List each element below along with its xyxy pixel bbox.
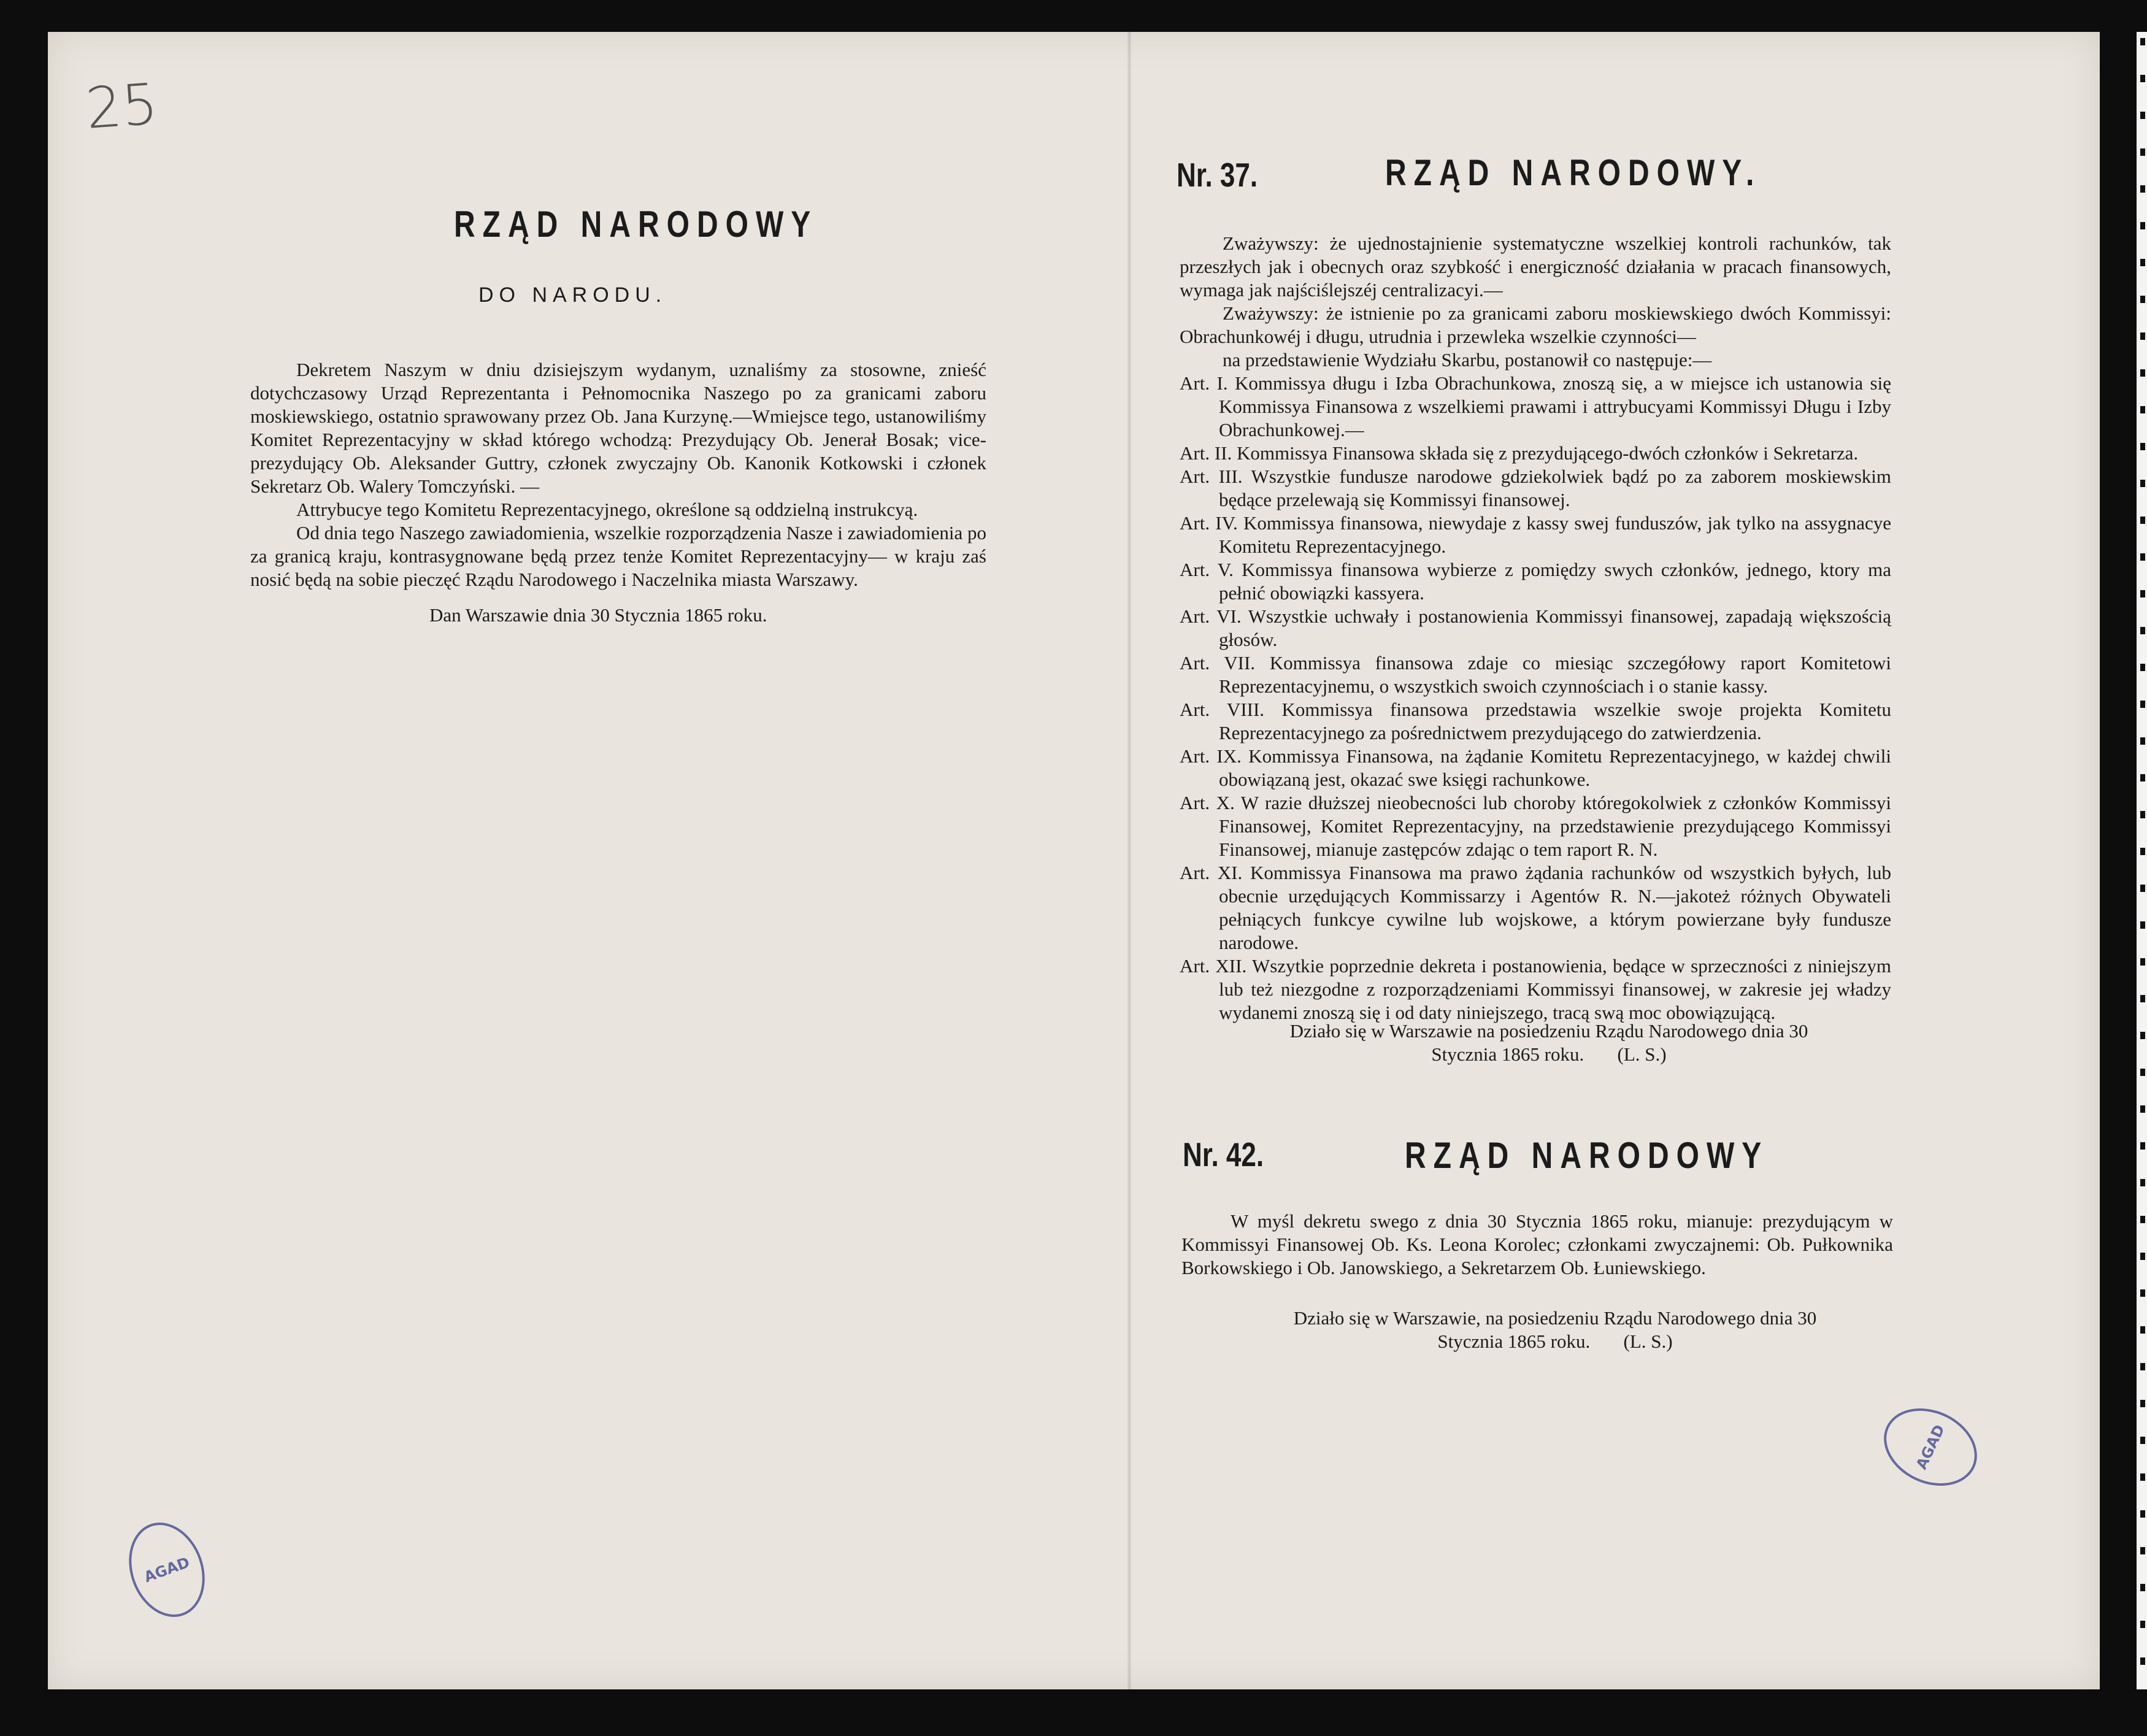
nr37-preamble: Zważywszy: że ujednostajnienie systematyczne wszelkiej kontroli rachunków, tak przeszłych jak i obecnych oraz szybkość i energiczność działania w pracach finansowych, wymaga jak najściślejszéj centralizacyi.— xyxy=(1180,232,1891,301)
nr42-title: RZĄD NARODOWY xyxy=(1405,1135,1769,1177)
ruler-tick xyxy=(2140,222,2145,229)
nr37-article: Art. X. W razie dłuższej nieobecności lub choroby któregokolwiek z członków Kommissyi Finansowej, Komitet Reprezentacyjny, na przedstawienie prezydującego Kommissyi Finansowej, mianuje zastępców zdając o tem raport R. N. xyxy=(1180,792,1891,860)
ruler-tick xyxy=(2140,332,2145,340)
nr37-article: Art. XI. Kommissya Finansowa ma prawo żądania rachunków od wszystkich byłych, lub obecnie urzędujących Kommissarzy i Agentów R. N.—jakoteż różnych Obywateli pełniących funkcye cywilne lub wojskowe, a którym powierzane były fundusze narodowe. xyxy=(1180,862,1891,953)
nr37-signature-line: Stycznia 1865 roku. (L. S.) xyxy=(1431,1043,1667,1065)
left-title: RZĄD NARODOWY xyxy=(454,204,818,245)
ruler-tick xyxy=(2140,406,2145,413)
ruler-tick xyxy=(2140,737,2145,745)
nr37-signature-line: Działo się w Warszawie na posiedzeniu Rządu Narodowego dnia 30 xyxy=(1289,1020,1808,1042)
nr37-article: Art. IX. Kommissya Finansowa, na żądanie Komitetu Reprezentacyjnego, w każdej chwili obowiązaną jest, okazać swe księgi rachunkowe. xyxy=(1180,745,1891,790)
ruler-tick xyxy=(2140,1437,2145,1444)
ruler-tick xyxy=(2140,443,2145,450)
nr37-article: Art. III. Wszystkie fundusze narodowe gdziekolwiek bądź po za zaborem moskiewskim będące przelewają się Kommissyi finansowej. xyxy=(1180,466,1891,510)
ruler-tick xyxy=(2140,885,2145,892)
ruler-tick xyxy=(2140,1657,2145,1665)
nr42-signature-line: Działo się w Warszawie, na posiedzeniu Rządu Narodowego dnia 30 xyxy=(1293,1307,1817,1329)
ruler-tick xyxy=(2140,38,2145,45)
ruler-tick xyxy=(2140,1326,2145,1334)
nr37-title: RZĄD NARODOWY. xyxy=(1385,153,1762,194)
ruler-tick xyxy=(2140,1510,2145,1518)
nr37-article: Art. VII. Kommissya finansowa zdaje co miesiąc szczegółowy raport Komitetowi Reprezentacyjnemu, o wszystkich swoich czynnościach i o stanie kassy. xyxy=(1180,652,1891,697)
nr37-article: Art. XII. Wszytkie poprzednie dekreta i postanowienia, będące w sprzeczności z niniejszym lub też niezgodne z rozporządzeniami Kommissyi finansowej, w zakresie jej władzy wydanemi znoszą się i od daty niniejszego, tracą swą moc obowiązującą. xyxy=(1180,955,1891,1023)
nr37-signature xyxy=(1258,1020,1840,1066)
left-paragraph: Dekretem Naszym w dniu dzisiejszym wydanym, uznaliśmy za stosowne, znieść dotychczasowy Urząd Reprezentanta i Pełnomocnika Naszego po za granicami zaboru moskiewskiego, ostatnio sprawowany przez Ob. Jana Kurzynę.—Wmiejsce tego, ustanowiliśmy Komitet Reprezentacyjny w skład którego wchodzą: Prezydujący Ob. Jenerał Bosak; vice-prezydujący Ob. Aleksander Guttry, członek zwyczajny Ob. Kanonik Kotkowski i członek Sekretarz Ob. Walery Tomczyński. — xyxy=(250,359,986,497)
left-paragraph: Attrybucye tego Komitetu Reprezentacyjnego, określone są oddzielną instrukcyą. xyxy=(296,499,918,520)
ruler-tick xyxy=(2140,517,2145,524)
nr37-number: Nr. 37. xyxy=(1177,156,1258,194)
nr42-body xyxy=(1181,1210,1893,1280)
nr42-number: Nr. 42. xyxy=(1183,1136,1264,1174)
ruler-tick xyxy=(2140,112,2145,119)
ruler-tick xyxy=(2140,995,2145,1002)
nr42-paragraph: W myśl dekretu swego z dnia 30 Stycznia 1865 roku, mianuje: prezydującym w Kommissyi Finansowej Ob. Ks. Leona Korolec; członkami zwyczajnemi: Ob. Pułkownika Borkowskiego i Ob. Janowskiego, a Sekretarzem Ob. Łuniewskiego. xyxy=(1181,1210,1893,1278)
nr42-signature xyxy=(1264,1307,1846,1353)
left-signature: Dan Warszawie dnia 30 Stycznia 1865 roku. xyxy=(429,604,767,626)
ruler-tick xyxy=(2140,1473,2145,1481)
ruler-tick xyxy=(2140,1363,2145,1370)
ruler-tick xyxy=(2140,1547,2145,1554)
ruler-tick xyxy=(2140,590,2145,597)
ruler-tick xyxy=(2140,148,2145,156)
nr37-article: Art. IV. Kommissya finansowa, niewydaje z kassy swej funduszów, jak tylko na assygnacye Komitetu Reprezentacyjnego. xyxy=(1180,512,1891,557)
ruler-tick xyxy=(2140,701,2145,708)
left-paragraph: Od dnia tego Naszego zawiadomienia, wszelkie rozporządzenia Nasze i zawiadomienia po za granicą kraju, kontrasygnowane będą przez tenże Komitet Reprezentacyjny— w kraju zaś nosić będą na sobie pieczęć Rządu Narodowego i Naczelnika miasta Warszawy. xyxy=(250,522,986,590)
ruler-tick xyxy=(2140,1584,2145,1591)
stamp-right-label: AGAD xyxy=(1913,1422,1948,1472)
ruler-tick xyxy=(2140,75,2145,82)
stamp-left-label: AGAD xyxy=(142,1553,192,1586)
ruler-tick xyxy=(2140,664,2145,671)
nr37-article: Art. VI. Wszystkie uchwały i postanowienia Kommissyi finansowej, zapadają większością głosów. xyxy=(1180,605,1891,650)
nr37-article: Art. II. Kommissya Finansowa składa się z prezydującego-dwóch członków i Sekretarza. xyxy=(1180,442,1859,464)
ruler-tick xyxy=(2140,774,2145,782)
ruler-tick xyxy=(2140,296,2145,303)
left-body xyxy=(250,358,986,591)
page-number: 25 xyxy=(83,71,160,142)
margin-ruler xyxy=(2137,32,2147,1689)
ruler-tick xyxy=(2140,958,2145,966)
ruler-tick xyxy=(2140,921,2145,929)
ruler-tick xyxy=(2140,369,2145,377)
ruler-tick xyxy=(2140,1069,2145,1076)
ruler-tick xyxy=(2140,1216,2145,1223)
nr42-signature-line: Stycznia 1865 roku. (L. S.) xyxy=(1437,1331,1673,1352)
ruler-tick xyxy=(2140,1105,2145,1113)
ruler-tick xyxy=(2140,1179,2145,1186)
page-fold xyxy=(1127,32,1131,1689)
ruler-tick xyxy=(2140,1400,2145,1407)
nr37-preamble: na przedstawienie Wydziału Skarbu, postanowił co następuje:— xyxy=(1223,349,1712,371)
ruler-tick xyxy=(2140,185,2145,193)
ruler-tick xyxy=(2140,848,2145,855)
ruler-tick xyxy=(2140,480,2145,487)
ruler-tick xyxy=(2140,1289,2145,1297)
ruler-tick xyxy=(2140,259,2145,266)
ruler-tick xyxy=(2140,553,2145,561)
nr37-article: Art. VIII. Kommissya finansowa przedstawia wszelkie swoje projekta Komitetu Reprezentacyjnego za pośrednictwem prezydującego do zatwierdzenia. xyxy=(1180,699,1891,743)
nr37-article: Art. V. Kommissya finansowa wybierze z pomiędzy swych członków, jednego, ktory ma pełnić obowiązki kassyera. xyxy=(1180,559,1891,604)
ruler-tick xyxy=(2140,1032,2145,1039)
nr37-body xyxy=(1180,232,1891,1024)
ruler-tick xyxy=(2140,1142,2145,1150)
nr37-article: Art. I. Kommissya długu i Izba Obrachunkowa, znoszą się, a w miejsce ich ustanowia się Kommissya Finansowa z wszelkiemi prawami i attrybucyami Kommissyi Długu i Izby Obrachunkowej.— xyxy=(1180,372,1891,440)
ruler-tick xyxy=(2140,627,2145,634)
nr37-preamble: Zważywszy: że istnienie po za granicami zaboru moskiewskiego dwóch Kommissyi: Obrachunkowéj i długu, utrudnia i przewleka wszelkie czynności— xyxy=(1180,302,1891,347)
ruler-tick xyxy=(2140,811,2145,818)
left-subtitle: DO NARODU. xyxy=(478,283,667,307)
ruler-tick xyxy=(2140,1621,2145,1628)
ruler-tick xyxy=(2140,1253,2145,1260)
